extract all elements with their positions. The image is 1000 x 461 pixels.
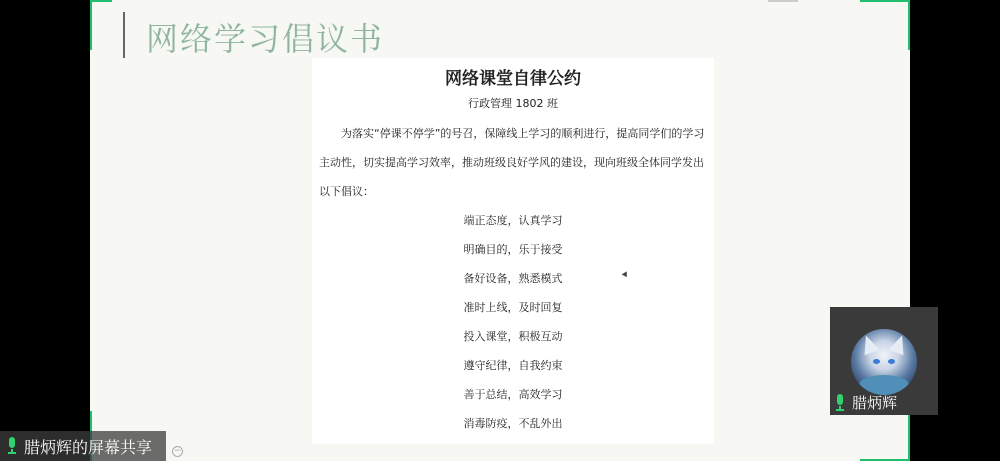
pledge-item: 明确目的，乐于接受 <box>463 243 563 256</box>
pledge-item: 端正态度，认真学习 <box>463 214 563 227</box>
participant-name-label <box>834 392 897 413</box>
participant-video-tile[interactable] <box>830 307 938 415</box>
corner-accent-top-right <box>908 0 910 50</box>
participant-name: 腊炳辉 <box>852 394 898 412</box>
pledge-item: 准时上线，及时回复 <box>463 301 563 314</box>
top-tab-handle <box>768 0 798 2</box>
title-divider <box>123 12 125 58</box>
slide-title: 网络学习倡议书 <box>146 20 385 58</box>
microphone-icon <box>834 394 846 412</box>
pledge-item: 消毒防疫，不乱外出 <box>463 417 563 430</box>
corner-accent-top-left <box>90 0 92 50</box>
document-page <box>312 58 714 444</box>
avatar <box>851 329 917 395</box>
document-title: 网络课堂自律公约 <box>445 69 581 89</box>
intro-line: 主动性，切实提高学习效率，推动班级良好学风的建设，现向班级全体同学发出 <box>319 156 704 169</box>
pledge-item: 遵守纪律，自我约束 <box>463 359 563 372</box>
pledge-item: 投入课堂，积极互动 <box>463 330 563 343</box>
corner-accent-top-right-h <box>860 0 910 2</box>
corner-accent-top-left-h <box>90 0 112 2</box>
corner-accent-bottom-right <box>908 411 910 461</box>
intro-line: 为落实“停课不停学”的号召，保障线上学习的顺利进行，提高同学们的学习 <box>341 127 705 140</box>
intro-line: 以下倡议： <box>319 185 374 198</box>
microphone-icon <box>6 437 18 455</box>
shared-slide <box>90 0 910 461</box>
screen-share-label <box>0 431 166 461</box>
pledge-item: 善于总结，高效学习 <box>463 388 563 401</box>
screen-share-text: 腊炳辉的屏幕共享 <box>24 437 153 457</box>
minus-icon[interactable]: − <box>173 446 182 456</box>
class-name: 行政管理 1802 班 <box>468 97 558 110</box>
pledge-item: 备好设备，熟悉模式 <box>463 272 563 285</box>
